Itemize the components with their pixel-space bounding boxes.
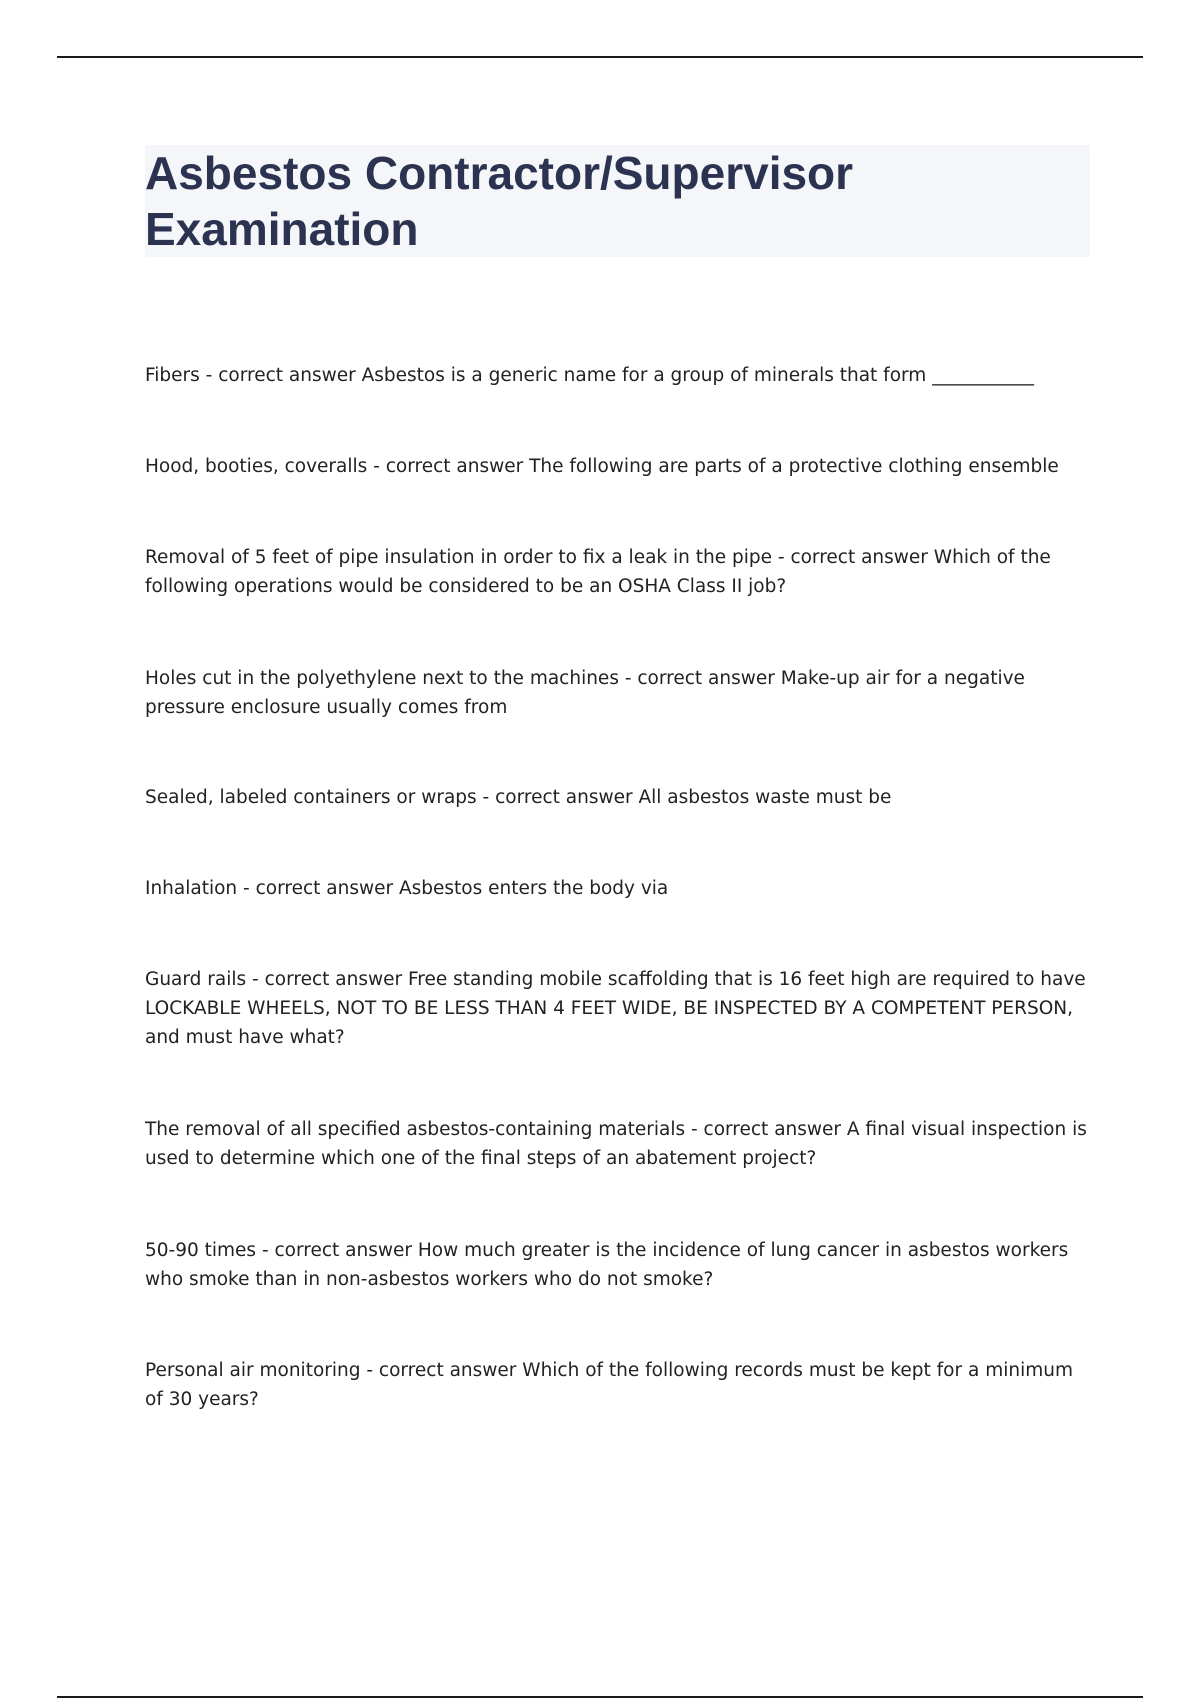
qa-item: The removal of all specified asbestos-containing materials - correct answer A final visual inspection is used to determine which one of the final steps of an abatement project? — [145, 1118, 1087, 1169]
footer-rule — [57, 1696, 1143, 1698]
qa-item: Sealed, labeled containers or wraps - correct answer All asbestos waste must be — [145, 786, 892, 808]
qa-item: Hood, booties, coveralls - correct answer The following are parts of a protective clothing ensemble — [145, 455, 1059, 477]
qa-item: Guard rails - correct answer Free standing mobile scaffolding that is 16 feet high are required to have LOCKABLE WHEELS, NOT TO BE LESS THAN 4 FEET WIDE, BE INSPECTED BY A COMPETENT PERSON, and must have what? — [145, 968, 1086, 1048]
qa-item: 50-90 times - correct answer How much greater is the incidence of lung cancer in asbestos workers who smoke than in non-asbestos workers who do not smoke? — [145, 1239, 1069, 1290]
qa-item: Fibers - correct answer Asbestos is a generic name for a group of minerals that form ___________ — [145, 364, 1034, 386]
qa-item: Holes cut in the polyethylene next to the machines - correct answer Make-up air for a negative pressure enclosure usually comes from — [145, 667, 1025, 718]
header-rule — [57, 56, 1143, 58]
qa-item: Inhalation - correct answer Asbestos enters the body via — [145, 877, 669, 899]
qa-item: Removal of 5 feet of pipe insulation in order to fix a leak in the pipe - correct answer Which of the following operations would be considered to be an OSHA Class II job? — [145, 546, 1051, 597]
page-title-line-1: Asbestos Contractor/Supervisor — [145, 147, 854, 199]
page-title-line-2: Examination — [145, 203, 419, 255]
page-title — [145, 145, 853, 257]
title-banner — [145, 145, 1090, 257]
qa-item: Personal air monitoring - correct answer Which of the following records must be kept for a minimum of 30 years? — [145, 1359, 1073, 1410]
